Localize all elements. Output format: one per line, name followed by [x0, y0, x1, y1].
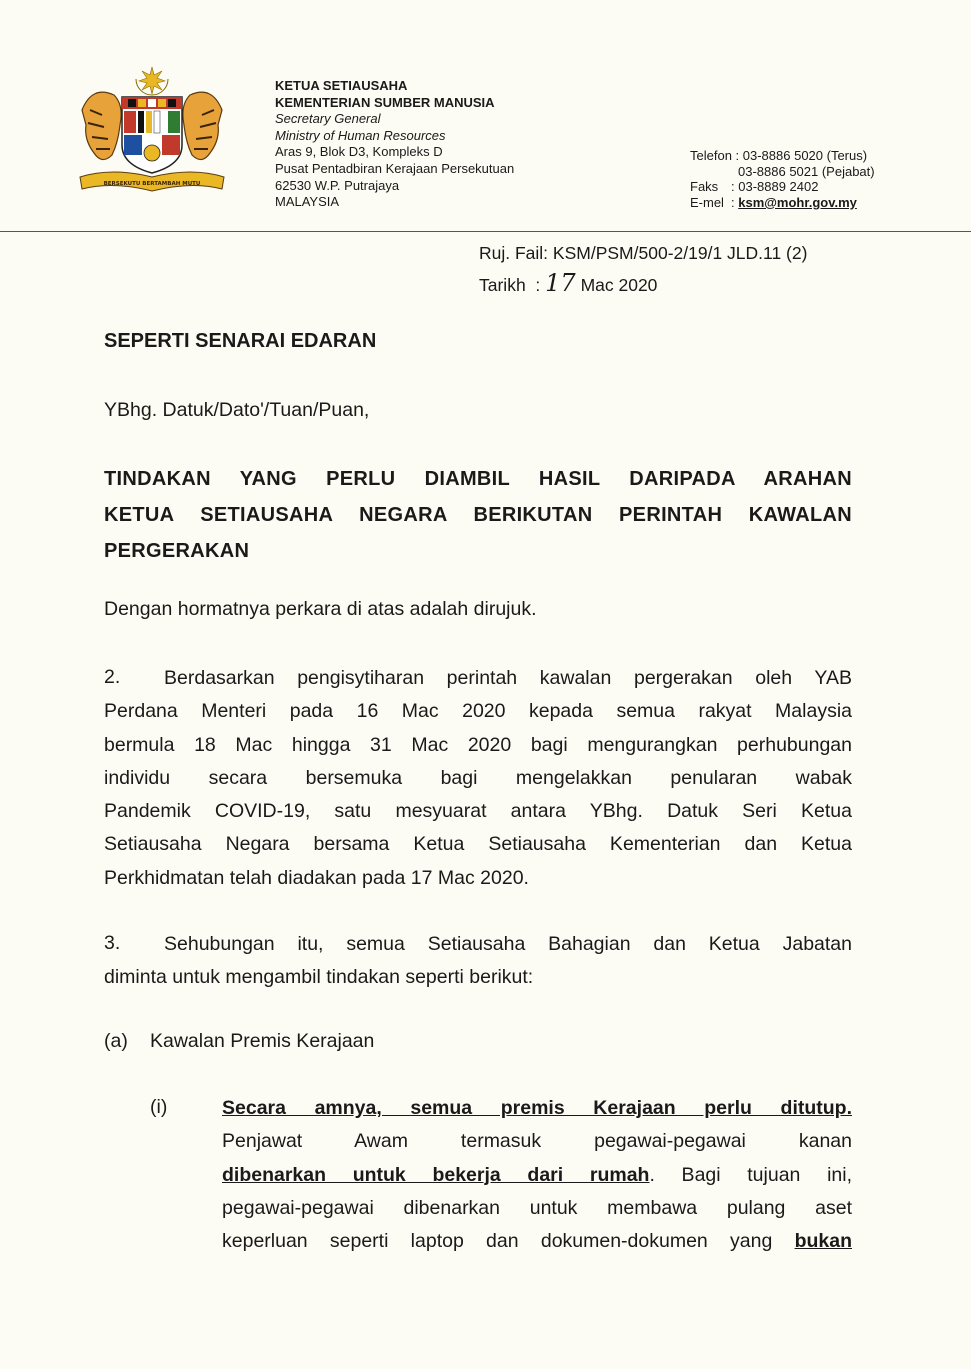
tarikh-day-handwritten: 17 — [545, 269, 576, 297]
ministry-crest-emblem — [72, 65, 232, 200]
para-line: Perkhidmatan telah diadakan pada 17 Mac 2020. — [104, 866, 529, 889]
para-2-number: 2. — [104, 666, 121, 688]
letter-title — [104, 461, 852, 569]
address-line: Pusat Pentadbiran Kerajaan Persekutuan — [275, 160, 515, 176]
para-line: bermula 18 Mac hingga 31 Mac 2020 bagi mengurangkan perhubungan — [104, 733, 852, 756]
item-line — [222, 1225, 852, 1258]
item-line-emphasis: Secara amnya, semua premis Kerajaan perlu ditutup. — [222, 1097, 852, 1119]
para-3-number: 3. — [104, 932, 121, 954]
letterhead-title: KETUA SETIAUSAHA — [275, 78, 408, 93]
secretary-general-en: Secretary General — [275, 111, 381, 127]
item-line-rest: . Bagi tujuan ini, — [649, 1163, 852, 1186]
opening-line: Dengan hormatnya perkara di atas adalah dirujuk. — [104, 598, 537, 620]
para-line: individu secara bersemuka bagi mengelakkan penularan wabak — [104, 766, 852, 789]
title-line: PERGERAKAN — [104, 540, 250, 562]
para-line: Sehubungan itu, semua Setiausaha Bahagian dan Ketua Jabatan — [164, 933, 852, 955]
item-line: Penjawat Awam termasuk pegawai-pegawai kanan — [222, 1130, 852, 1153]
item-i — [222, 1092, 852, 1258]
address-line: Aras 9, Blok D3, Kompleks D — [275, 144, 443, 160]
address-country: MALAYSIA — [275, 194, 340, 210]
work-from-home-emphasis: dibenarkan untuk bekerja dari rumah — [222, 1163, 650, 1186]
reference-block: Ruj. Fail: KSM/PSM/500-2/19/1 JLD.11 (2) Tarikh : 17 Mac 2020 — [479, 243, 808, 297]
letterhead-address — [275, 78, 514, 211]
para-line: diminta untuk mengambil tindakan seperti berikut: — [104, 966, 534, 989]
para-line: Setiausaha Negara bersama Ketua Setiausaha Kementerian dan Ketua — [104, 833, 852, 856]
sub-a-heading: Kawalan Premis Kerajaan — [150, 1030, 375, 1052]
tel-label: Telefon — [690, 148, 732, 163]
para-line: Perdana Menteri pada 16 Mac 2020 kepada semua rakyat Malaysia — [104, 700, 852, 723]
ministry-name: KEMENTERIAN SUMBER MANUSIA — [275, 94, 495, 110]
item-line — [222, 1159, 852, 1192]
title-line: KETUA SETIAUSAHA NEGARA BERIKUTAN PERINTAH KAWALAN — [104, 504, 852, 526]
header-divider — [0, 231, 971, 232]
item-line-start: keperluan seperti laptop dan dokumen-dokumen yang — [222, 1230, 795, 1253]
email-label: E-mel — [690, 194, 724, 210]
tel-office: 03-8886 5021 (Pejabat) — [738, 163, 875, 179]
para-3 — [104, 928, 852, 995]
bukan-emphasis: bukan — [794, 1230, 852, 1253]
item-i-label: (i) — [150, 1096, 168, 1118]
ruj-label: Ruj. Fail: — [479, 243, 549, 263]
fax-label: Faks — [690, 179, 719, 195]
ruj-value: KSM/PSM/500-2/19/1 JLD.11 (2) — [552, 243, 808, 263]
addressee: SEPERTI SENARAI EDARAN — [104, 330, 377, 352]
salutation: YBhg. Datuk/Dato'/Tuan/Puan, — [104, 399, 370, 421]
tarikh-label: Tarikh — [479, 275, 526, 295]
item-line: pegawai-pegawai dibenarkan untuk membawa pulang aset — [222, 1196, 852, 1219]
fax-number: 03-8889 2402 — [738, 179, 819, 195]
para-line: Pandemik COVID-19, satu mesyuarat antara YBhg. Datuk Seri Ketua — [104, 800, 852, 823]
tel-direct: 03-8886 5020 (Terus) — [742, 148, 868, 163]
tarikh-month-year: Mac 2020 — [580, 275, 658, 295]
svg-text:BERSEKUTU BERTAMBAH MUTU: BERSEKUTU BERTAMBAH MUTU — [103, 181, 201, 187]
para-line: Berdasarkan pengisytiharan perintah kawalan pergerakan oleh YAB — [164, 667, 852, 689]
address-line: 62530 W.P. Putrajaya — [275, 177, 400, 193]
sub-a-label: (a) — [104, 1030, 128, 1052]
para-2 — [104, 662, 852, 895]
contact-block: Telefon : 03-8886 5020 (Terus) 03-8886 5021 (Pejabat) Faks : 03-8889 2402 E-mel : ksm@mohr.gov.my — [690, 148, 940, 210]
title-line: TINDAKAN YANG PERLU DIAMBIL HASIL DARIPADA ARAHAN — [104, 468, 852, 490]
ministry-name-en: Ministry of Human Resources — [275, 127, 446, 143]
email-link[interactable]: ksm@mohr.gov.my — [738, 194, 857, 210]
